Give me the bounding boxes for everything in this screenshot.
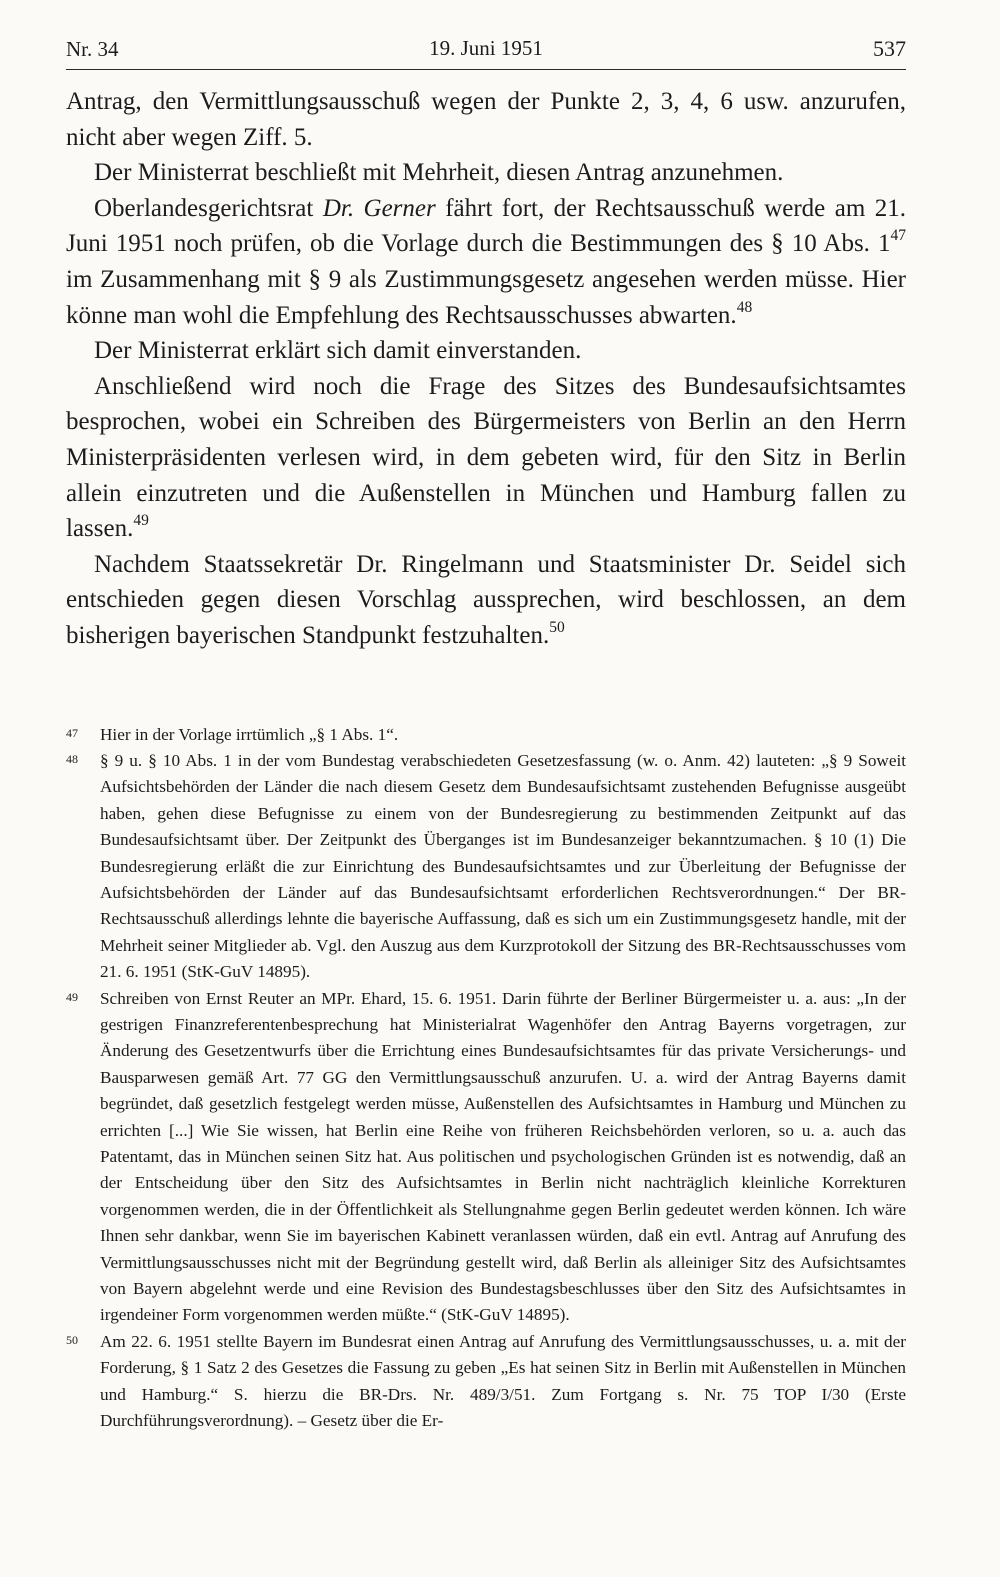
footnote [66,748,906,986]
text-run: fährt fort, der Rechtsausschuß werde am 21. Juni 1951 noch prüfen, ob die Vorlage durch die Bestimmungen des § 10 Abs. 1 [66,194,906,258]
paragraph [66,369,906,547]
text-run: im Zusammenhang mit § 9 als Zustimmungsgesetz angesehen werden müsse. Hier könne man wohl die Empfehlung des Rechtsausschusses abwarten. [66,265,906,329]
footnote-mark: 47 [66,725,78,740]
footnotes [66,722,906,1435]
person-name: Dr. Gerner [322,194,436,222]
footnote-ref: 50 [549,619,565,637]
text-run: Oberlandesgerichtsrat [94,194,323,222]
main-text [66,84,906,654]
footnote-ref: 48 [736,298,753,316]
footnote-mark: 49 [66,989,78,1004]
text-run: Anschließend wird noch die Frage des Sitzes des Bundesaufsichtsamtes besprochen, wobei ein Schreiben des Bürgermeisters von Berlin an den Herrn Ministerpräsidenten verlesen wird, in dem gebeten wird, für den Sitz in Berlin allein einzutreten und die Außenstellen in München und Hamburg fallen zu lassen. [66,372,906,543]
footnote-text: Am 22. 6. 1951 stellte Bayern im Bundesrat einen Antrag auf Anrufung des Vermittlungsausschusses, u. a. mit der Forderung, § 1 Satz 2 des Gesetzes die Fassung zu geben „Es hat seinen Sitz in Berlin mit Außenstellen in München und Hamburg.“ S. hierzu die BR-Drs. Nr. 489/3/51. Zum Fortgang s. Nr. 75 TOP I/30 (Erste Durchführungsverordnung). – Gesetz über die Er- [100,1331,906,1431]
footnote-mark: 48 [66,751,78,766]
document-number: Nr. 34 [66,37,119,61]
paragraph [66,547,906,654]
header-date: 19. Juni 1951 [429,36,543,60]
footnote-ref: 47 [890,227,906,245]
running-header [66,36,906,70]
footnote-mark: 50 [66,1332,78,1347]
footnote-text: Schreiben von Ernst Reuter an MPr. Ehard, 15. 6. 1951. Darin führte der Berliner Bürgermeister u. a. aus: „In der gestrigen Finanzreferentenbesprechung hat Ministerialrat Wagenhöfer den Antrag Bayerns vorgetragen, zur Änderung des Gesetzentwurfs über die Errichtung eines Bundesaufsichtsamtes für das private Versicherungs- und Bausparwesen gemäß Art. 77 GG den Vermittlungsausschuß anzurufen. U. a. wird der Antrag Bayerns damit begründet, daß gesetzlich festgelegt werden müsse, Außenstellen des Aufsichtsamtes in Hamburg und München zu errichten [...] Wie Sie wissen, hat Berlin eine Reihe von früheren Reichsbehörden verloren, so u. a. auch das Patentamt, das in München seinen Sitz hat. Aus politischen und psychologischen Gründen ist es notwendig, daß an der Entscheidung über den Sitz des Aufsichtsamtes in Berlin nicht nachträglich kleinliche Korrekturen vorgenommen werden, die in der Öffentlichkeit als Stellungnahme gegen Berlin gedeutet werden können. Ich wäre Ihnen sehr dankbar, wenn Sie im bayerischen Kabinett veranlassen würden, daß ein evtl. Antrag auf Anrufung des Vermittlungsausschusses nicht mit der Begründung gestellt wird, daß Berlin als alleiniger Sitz des Aufsichtsamtes von Bayern abgelehnt werde und eine Revision des Bundestagsbeschlusses über den Sitz des Aufsichtsamtes in irgendeiner Form vorgenommen werden müßte.“ (StK-GuV 14895). [100,988,906,1325]
document-page [66,36,906,1434]
footnote-ref: 49 [133,512,149,530]
footnote-text: Hier in der Vorlage irrtümlich „§ 1 Abs. 1“. [100,724,399,744]
footnote-text: § 9 u. § 10 Abs. 1 in der vom Bundestag verabschiedeten Gesetzesfassung (w. o. Anm. 42) lauteten: „§ 9 Soweit Aufsichtsbehörden der Länder die nach diesem Gesetz dem Bundesaufsichtsamt zustehenden Befugnisse ausgeübt haben, gehen diese Befugnisse zu einem von der Bundesregierung zu bestimmenden Zeitpunkt auf das Bundesaufsichtsamt über. Der Zeitpunkt des Überganges ist im Bundesanzeiger bekanntzumachen. § 10 (1) Die Bundesregierung erläßt die zur Einrichtung des Bundesaufsichtsamtes und zur Überleitung der Befugnisse der Aufsichtsbehörden der Länder auf das Bundesaufsichtsamt erforderlichen Rechtsverordnungen.“ Der BR-Rechtsausschuß allerdings lehnte die bayerische Auffassung, daß es sich um ein Zustimmungsgesetz handle, mit der Mehrheit seiner Mitglieder ab. Vgl. den Auszug aus dem Kurzprotokoll der Sitzung des BR-Rechtsausschusses vom 21. 6. 1951 (StK-GuV 14895). [100,750,906,982]
paragraph [66,191,906,333]
text-run: Nachdem Staatssekretär Dr. Ringelmann und Staatsminister Dr. Seidel sich entschieden gegen diesen Vorschlag aussprechen, wird beschlossen, an dem bisherigen bayerischen Standpunkt festzuhalten. [66,550,906,649]
footnote [66,1329,906,1435]
paragraph: Der Ministerrat erklärt sich damit einverstanden. [94,337,582,365]
page-number: 537 [873,36,906,61]
paragraph: Der Ministerrat beschließt mit Mehrheit, diesen Antrag anzunehmen. [94,159,784,187]
paragraph: Antrag, den Vermittlungsausschuß wegen der Punkte 2, 3, 4, 6 usw. anzurufen, nicht aber wegen Ziff. 5. [66,88,906,151]
footnote [66,722,906,748]
footnote [66,986,906,1329]
